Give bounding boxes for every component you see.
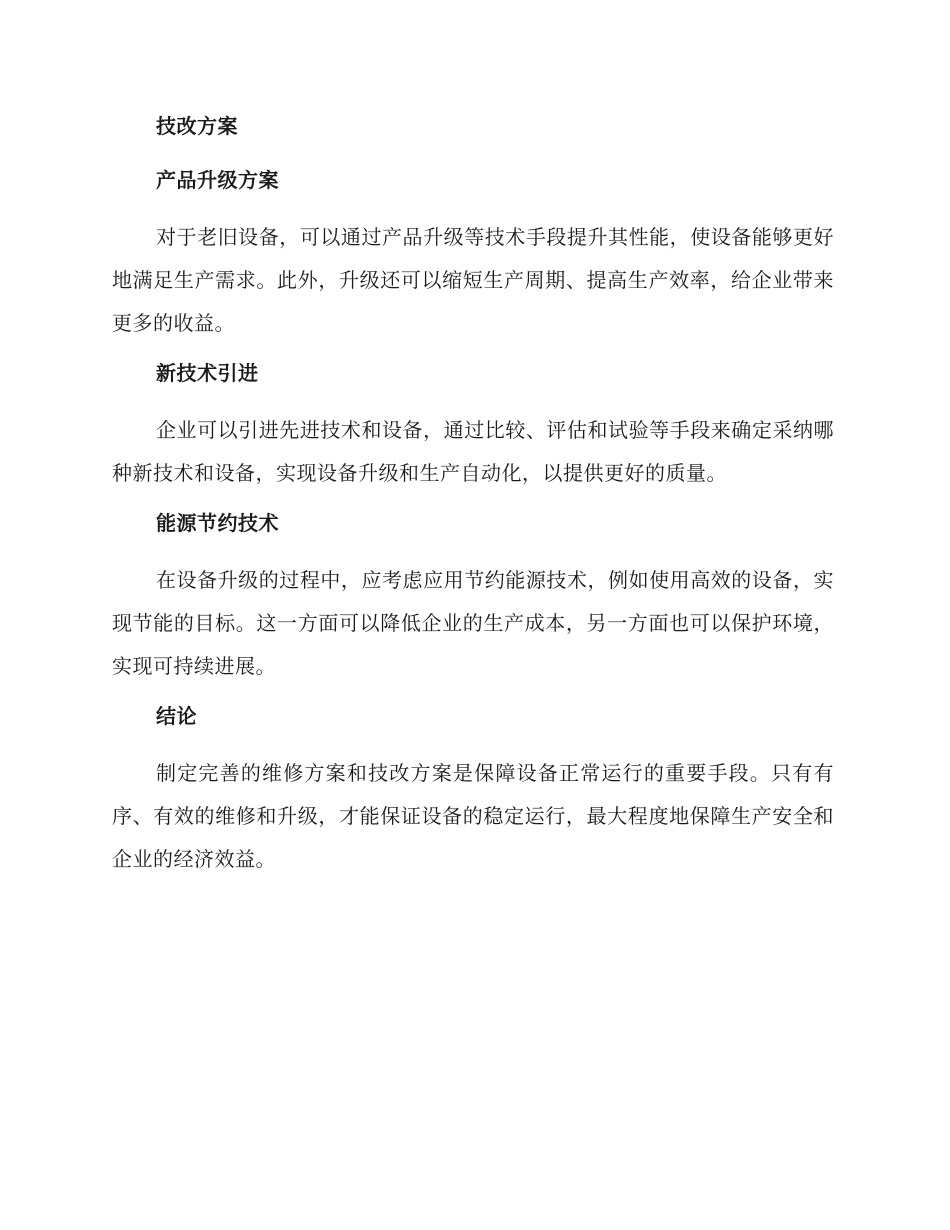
section-heading-energy-saving: 能源节约技术 [156, 511, 279, 535]
section-paragraph-new-tech: 企业可以引进先进技术和设备，通过比较、评估和试验等手段来确定采纳哪种新技术和设备，实现设备升级和生产自动化，以提供更好的质量。 [112, 418, 834, 485]
section-paragraph-product-upgrade: 对于老旧设备，可以通过产品升级等技术手段提升其性能，使设备能够更好地满足生产需求。此外，升级还可以缩短生产周期、提高生产效率，给企业带来更多的收益。 [112, 225, 834, 335]
section-heading-new-tech: 新技术引进 [156, 361, 259, 385]
document-title: 技改方案 [156, 114, 238, 138]
document-body [112, 108, 834, 891]
section-paragraph-energy-saving: 在设备升级的过程中，应考虑应用节约能源技术，例如使用高效的设备，实现节能的目标。这一方面可以降低企业的生产成本，另一方面也可以保护环境，实现可持续进展。 [112, 568, 834, 678]
section-heading-conclusion: 结论 [156, 704, 197, 728]
section-heading-product-upgrade: 产品升级方案 [156, 168, 279, 192]
section-paragraph-conclusion: 制定完善的维修方案和技改方案是保障设备正常运行的重要手段。只有有序、有效的维修和升级，才能保证设备的稳定运行，最大程度地保障生产安全和企业的经济效益。 [112, 761, 834, 871]
